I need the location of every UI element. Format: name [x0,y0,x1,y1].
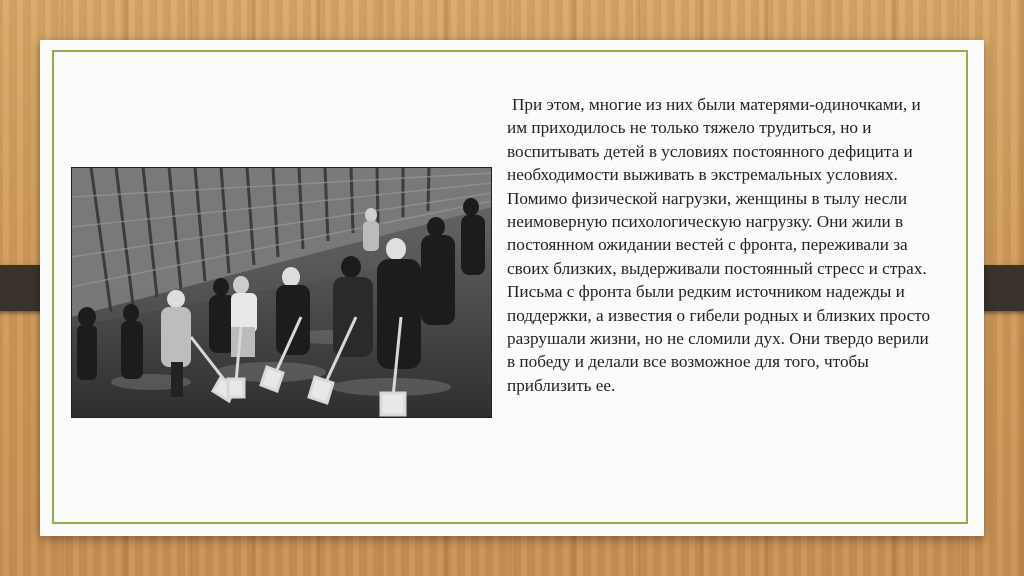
slide-body-text: При этом, многие из них были матерями-одиночками, и им приходилось не только тяжело трудиться, но и воспитывать детей в условиях постоянного дефицита и необходимости выживать в экстремальных условиях. Помимо физической нагрузки, женщины в тылу несли неимоверную психологическую нагрузку. Они жили в постоянном ожидании вестей с фронта, переживали за своих близких, выдерживали постоянный стресс и страх. Письма с фронта были редким источником надежды и поддержки, а известия о гибели родных и близких просто разрушали жизни, но не сломили дух. Они твердо верили в победу и делали все возможное для того, чтобы приблизить ее. [507,95,931,395]
slide [40,40,984,536]
historical-photo-women-digging [71,167,492,418]
photo-illustration [71,167,492,418]
